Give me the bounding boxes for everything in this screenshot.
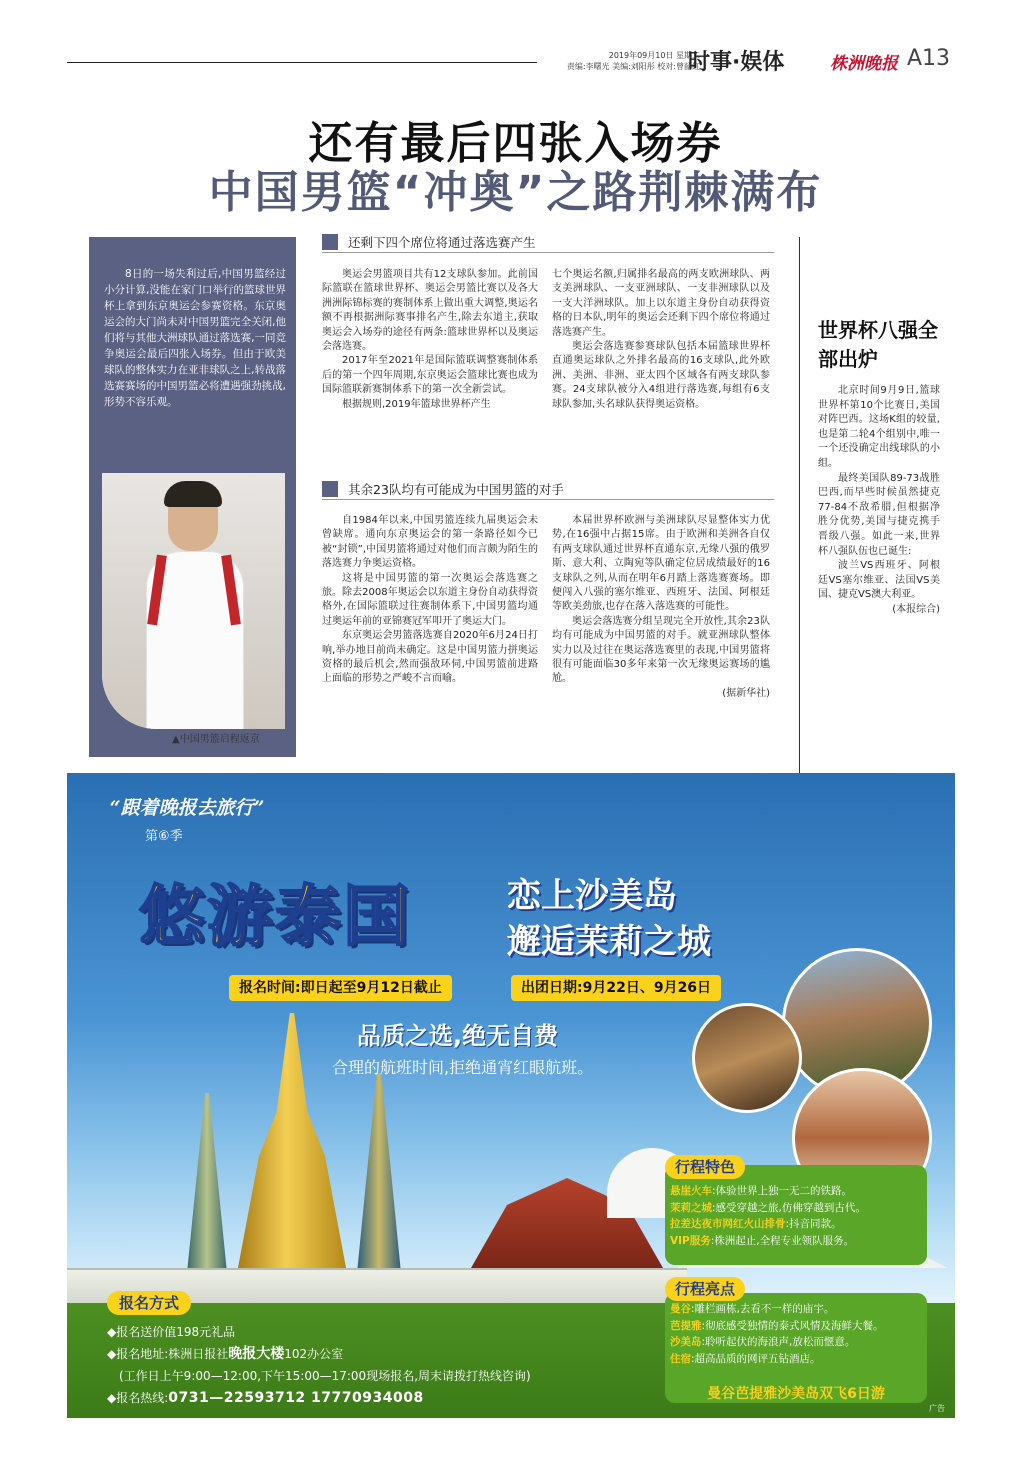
photo-circle-train: [692, 1003, 802, 1113]
registration-hotline: ◆报名热线:0731—22593712 17770934008: [107, 1390, 424, 1406]
temple-spire-right: [357, 1073, 401, 1273]
ad-title: 悠游泰国: [139, 877, 411, 955]
lead-paragraph: 8日的一场失利过后,中国男篮经过小分计算,没能在家门口举行的篮球世界杯上拿到东京奥运会参赛资格。东京奥运会的大门尚未对中国男篮完全关闭,他们将与其他大洲球队通过落选赛,一同竞争奥运会最后四张入场券。但由于欧美球队的整体实力在亚非球队之上,转战落选赛赛场的中国男篮必将遭遇强劲挑战,形势不容乐观。: [104, 268, 286, 408]
list-item: 住宿:超高品质的网评五钻酒店。: [670, 1352, 821, 1365]
paragraph: 奥运会落选赛分组呈现完全开放性,其余23队均有可能成为中国男篮的对手。就亚洲球队整体实力以及过往在奥运落选赛里的表现,中国男篮将很有可能面临30多年来第一次无缘奥运赛场的尴尬。: [552, 615, 770, 685]
player-hair: [164, 481, 222, 507]
list-item: 拉差达夜市网红火山排骨:抖音同款。: [670, 1218, 842, 1230]
side-story-body: [818, 384, 940, 618]
list-item: 沙美岛:聆听起伏的海浪声,放松而惬意。: [670, 1336, 856, 1348]
side-story-title: 世界杯八强全部出炉: [818, 318, 938, 371]
article-col-1: [322, 268, 538, 412]
golden-pagoda: [237, 1013, 347, 1273]
ad-slogan-line-2: 邂逅茉莉之城: [507, 922, 711, 962]
article-col-2: [552, 268, 770, 412]
paragraph: 东京奥运会男篮落选赛自2020年6月24日打响,举办地目前尚未确定。这是中国男篮力拼奥运资格的最后机会,然而强敌环伺,中国男篮前进路上面临的形势之严峻不言而喻。: [322, 630, 538, 685]
paragraph: 奥运会男篮项目共有12支球队参加。此前国际篮联在篮球世界杯、奥运会男篮比赛以及各大洲洲际锦标赛的赛制体系上做出重大调整,奥运名额不再根据洲际赛事排名产生,除去东道主,获取奥运会入场券的途径有两条:篮球世界杯以及奥运会落选赛。: [322, 269, 538, 353]
paragraph: 2017年至2021年是国际篮联调整赛制体系后的第一个四年周期,东京奥运会篮球比赛也成为国际篮联新赛制体系下的第一次全新尝试。: [322, 355, 538, 396]
page-number: A13: [907, 46, 951, 71]
paragraph: 最终美国队89-73战胜巴西,而早些时候虽然捷克77-84不敌希腊,但根据净胜分优势,美国与捷克携手晋级八强。如此一来,世界杯八强队伍也已诞生:: [818, 472, 940, 557]
features-title: 行程特色: [665, 1155, 745, 1179]
ad-label: 广告: [929, 1404, 945, 1413]
paragraph: 根据规则,2019年篮球世界杯产生: [342, 398, 491, 410]
features-list: [670, 1183, 925, 1249]
subheading-2-rule: [322, 499, 774, 500]
side-story-source: (本报综合): [892, 603, 940, 615]
list-item: 茉莉之城:感受穿越之旅,仿佛穿越到古代。: [670, 1201, 866, 1214]
list-item: 芭提雅:彻底感受独情的泰式风情及海鲜大餐。: [670, 1319, 884, 1332]
registration-info: [107, 1321, 627, 1409]
highlights-list: [670, 1301, 925, 1367]
headline-sub: 中国男篮“冲奥”之路荆棘满布: [208, 167, 823, 218]
temple-spire-left: [187, 1093, 227, 1273]
list-item: 曼谷:雕栏画栋,去看不一样的庙宇。: [670, 1303, 835, 1315]
photo-caption: ▲中国男篮启程返京: [172, 734, 260, 745]
subheading-1-text: 还剩下四个席位将通过落选赛产生: [348, 235, 536, 250]
ad-kicker: “跟着晚报去旅行”: [109, 797, 265, 819]
article-col-3: [322, 514, 538, 687]
newspaper-logo: 株洲晚报: [830, 54, 898, 74]
header-meta: [540, 50, 700, 72]
ad-season: 第⑥季: [145, 829, 183, 844]
paragraph: 七个奥运名额,归属排名最高的两支欧洲球队、两支美洲球队、一支亚洲球队、一支非洲球队以及一支大洋洲球队。加上以东道主身份自动获得资格的日本队,明年的奥运会还剩下四个席位将通过落选赛产生。: [552, 269, 770, 338]
travel-advertisement: [67, 773, 955, 1418]
paragraph: 北京时间9月9日,篮球世界杯第10个比赛日,美国对阵巴西。这场K组的较量,也是第二轮4个组别中,唯一一个还没确定出线球队的小组。: [818, 385, 940, 469]
list-item: 悬崖火车:体验世界上独一无二的铁路。: [670, 1185, 853, 1197]
paragraph: 这将是中国男篮的第一次奥运会落选赛之旅。除去2008年奥运会以东道主身份自动获得资格外,在国际篮联过往赛制体系下,中国男篮均通过奥运年前的亚锦赛冠军叩开了奥运大门。: [322, 572, 538, 627]
ad-slogan: [507, 873, 711, 965]
subheading-2: [322, 480, 564, 498]
headline-main: 还有最后四张入场券: [308, 118, 723, 169]
departure-date-badge: 出团日期:9月22日、9月26日: [511, 975, 721, 1001]
registration-address: ◆报名地址:株洲日报社晚报大楼102办公室: [107, 1346, 344, 1362]
quality-slogan: 品质之选,绝无自费: [357, 1022, 559, 1050]
subheading-2-text: 其余23队均有可能成为中国男篮的对手: [348, 482, 564, 497]
ad-slogan-line-1: 恋上沙美岛: [507, 876, 677, 916]
flight-note: 合理的航班时间,拒绝通宵红眼航班。: [332, 1058, 594, 1077]
paragraph: 奥运会落选赛参赛球队包括本届篮球世界杯直通奥运球队之外排名最高的16支球队,此外欧洲、美洲、非洲、亚太四个区域各有两支球队参赛。24支球队被分入4组进行落选赛,每组有6支球队参加,头名球队获得奥运资格。: [552, 341, 770, 410]
article-col-4: [552, 514, 770, 701]
issue-date: 2019年09月10日 星期二: [608, 51, 700, 60]
signup-date-badge: 报名时间:即日起至9月12日截止: [229, 975, 452, 1001]
subheading-1: [322, 233, 536, 251]
subheading-square-icon: [322, 481, 338, 497]
paragraph: 自1984年以来,中国男篮连续九届奥运会未曾缺席。通向东京奥运会的第一条路径如今已被“封锁”,中国男篮将通过对他们而言颇为陌生的落选赛力争奥运资格。: [322, 515, 538, 570]
section-name: 时事·娱体: [688, 50, 785, 75]
article-source: (据新华社): [722, 687, 770, 699]
registration-title: 报名方式: [107, 1291, 191, 1315]
header-rule: [67, 62, 537, 63]
registration-gift: ◆报名送价值198元礼品: [107, 1325, 236, 1339]
highlights-title: 行程亮点: [665, 1277, 745, 1301]
subheading-1-rule: [322, 252, 774, 253]
column-divider: [799, 237, 800, 777]
paragraph: 波兰VS西班牙、阿根廷VS塞尔维亚、法国VS美国、捷克VS澳大利亚。: [818, 560, 940, 601]
registration-hours: (工作日上午9:00—12:00,下午15:00—17:00现场报名,周末请拨打热线咨询): [119, 1369, 531, 1383]
editors-line: 责编:李曙光 美编:刘阳彤 校对:曾韶红: [566, 62, 700, 71]
news-photo: [102, 473, 285, 729]
tour-route: 曼谷芭提雅沙美岛双飞6日游: [707, 1386, 885, 1402]
list-item: VIP服务:株洲起止,全程专业领队服务。: [670, 1234, 855, 1247]
subheading-square-icon: [322, 234, 338, 250]
paragraph: 本届世界杯欧洲与美洲球队尽显整体实力优势,在16强中占据15席。由于欧洲和美洲各自仅有两支球队通过世界杯直通东京,无缘八强的俄罗斯、意大利、立陶宛等队确定位居成绩最好的16支球队之列,从而在明年6月踏上落选赛赛场。即便闯入八强的塞尔维亚、西班牙、法国、阿根廷等欧美劲旅,也存在落入落选赛的可能性。: [552, 515, 770, 613]
